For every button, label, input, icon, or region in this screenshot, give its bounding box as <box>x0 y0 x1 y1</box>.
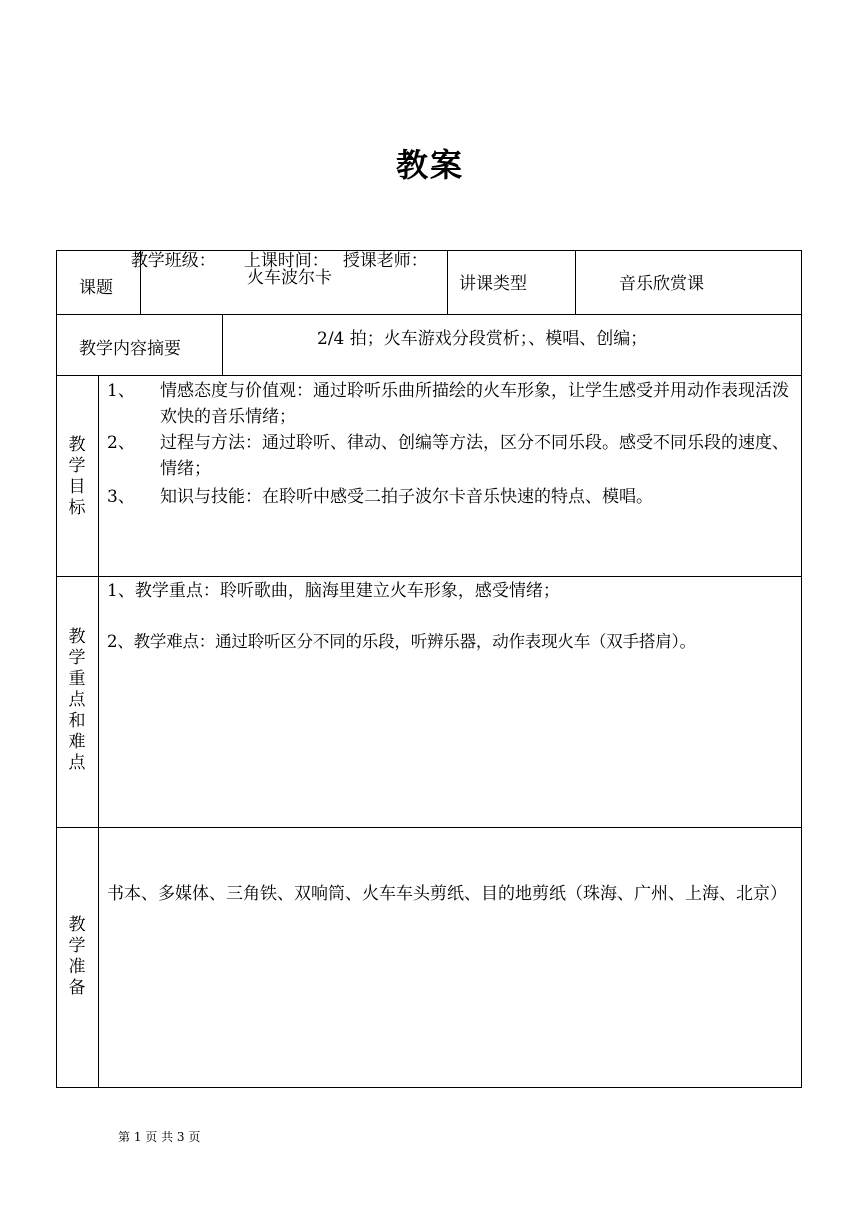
goal-text: 知识与技能：在聆听中感受二拍子波尔卡音乐快速的特点、模唱。 <box>160 487 653 507</box>
goals-label <box>67 435 87 519</box>
lesson-plan-table <box>56 250 802 1088</box>
prep-text: 书本、多媒体、三角铁、双响筒、火车车头剪纸、目的地剪纸（珠海、广州、上海、北京） <box>107 884 787 904</box>
goal-number: 2、 <box>107 433 135 453</box>
row-divider <box>57 827 801 828</box>
row-divider <box>57 576 801 577</box>
goals-label-char: 目 <box>68 477 86 497</box>
goal-number: 3、 <box>107 487 135 507</box>
keypoints-label-char: 难 <box>68 732 86 752</box>
cell-divider <box>575 251 576 314</box>
cell-divider <box>222 314 223 375</box>
class-label: 教学班级： <box>130 251 216 271</box>
prep-label <box>67 915 87 999</box>
goals-label-char: 教 <box>68 435 86 455</box>
summary-value: 2/4 拍；火车游戏分段赏析；、模唱、创编； <box>317 329 648 349</box>
cell-divider <box>98 375 99 1088</box>
type-value: 音乐欣赏课 <box>619 274 704 294</box>
keypoints-label-char: 点 <box>68 753 86 773</box>
prep-label-char: 备 <box>68 978 86 998</box>
difficult-point: 2、教学难点：通过聆听区分不同的乐段，听辨乐器，动作表现火车（双手搭肩）。 <box>107 632 696 651</box>
keypoints-label-char: 和 <box>68 711 86 731</box>
teacher-label: 授课老师： <box>342 251 428 271</box>
key-point: 1、教学重点：聆听歌曲，脑海里建立火车形象，感受情绪； <box>107 581 560 601</box>
cell-divider <box>140 251 141 314</box>
page-title: 教案 <box>395 146 464 184</box>
keypoints-label-char: 学 <box>68 648 86 668</box>
goals-label-char: 标 <box>68 498 86 518</box>
prep-label-char: 教 <box>68 915 86 935</box>
summary-label: 教学内容摘要 <box>79 339 181 359</box>
keypoints-label-char: 教 <box>68 627 86 647</box>
cell-divider <box>447 251 448 314</box>
prep-label-char: 学 <box>68 936 86 956</box>
row-divider <box>57 375 801 376</box>
time-label: 上课时间： <box>243 251 329 271</box>
page-footer: 第 1 页 共 3 页 <box>118 1130 201 1144</box>
keypoints-label <box>67 627 87 774</box>
type-label: 讲课类型 <box>459 274 527 294</box>
goal-text: 情感态度与价值观：通过聆听乐曲所描绘的火车形象，让学生感受并用动作表现活泼欢快的音乐情绪； <box>160 381 789 427</box>
row-divider <box>57 314 801 315</box>
keypoints-label-char: 重 <box>68 669 86 689</box>
goal-number: 1、 <box>107 381 135 401</box>
goal-text: 过程与方法：通过聆听、律动、创编等方法，区分不同乐段。感受不同乐段的速度、情绪； <box>160 433 789 479</box>
goals-label-char: 学 <box>68 456 86 476</box>
topic-value: 火车波尔卡 <box>247 268 332 288</box>
topic-label: 课题 <box>79 278 113 298</box>
keypoints-label-char: 点 <box>68 690 86 710</box>
prep-label-char: 准 <box>68 957 86 977</box>
